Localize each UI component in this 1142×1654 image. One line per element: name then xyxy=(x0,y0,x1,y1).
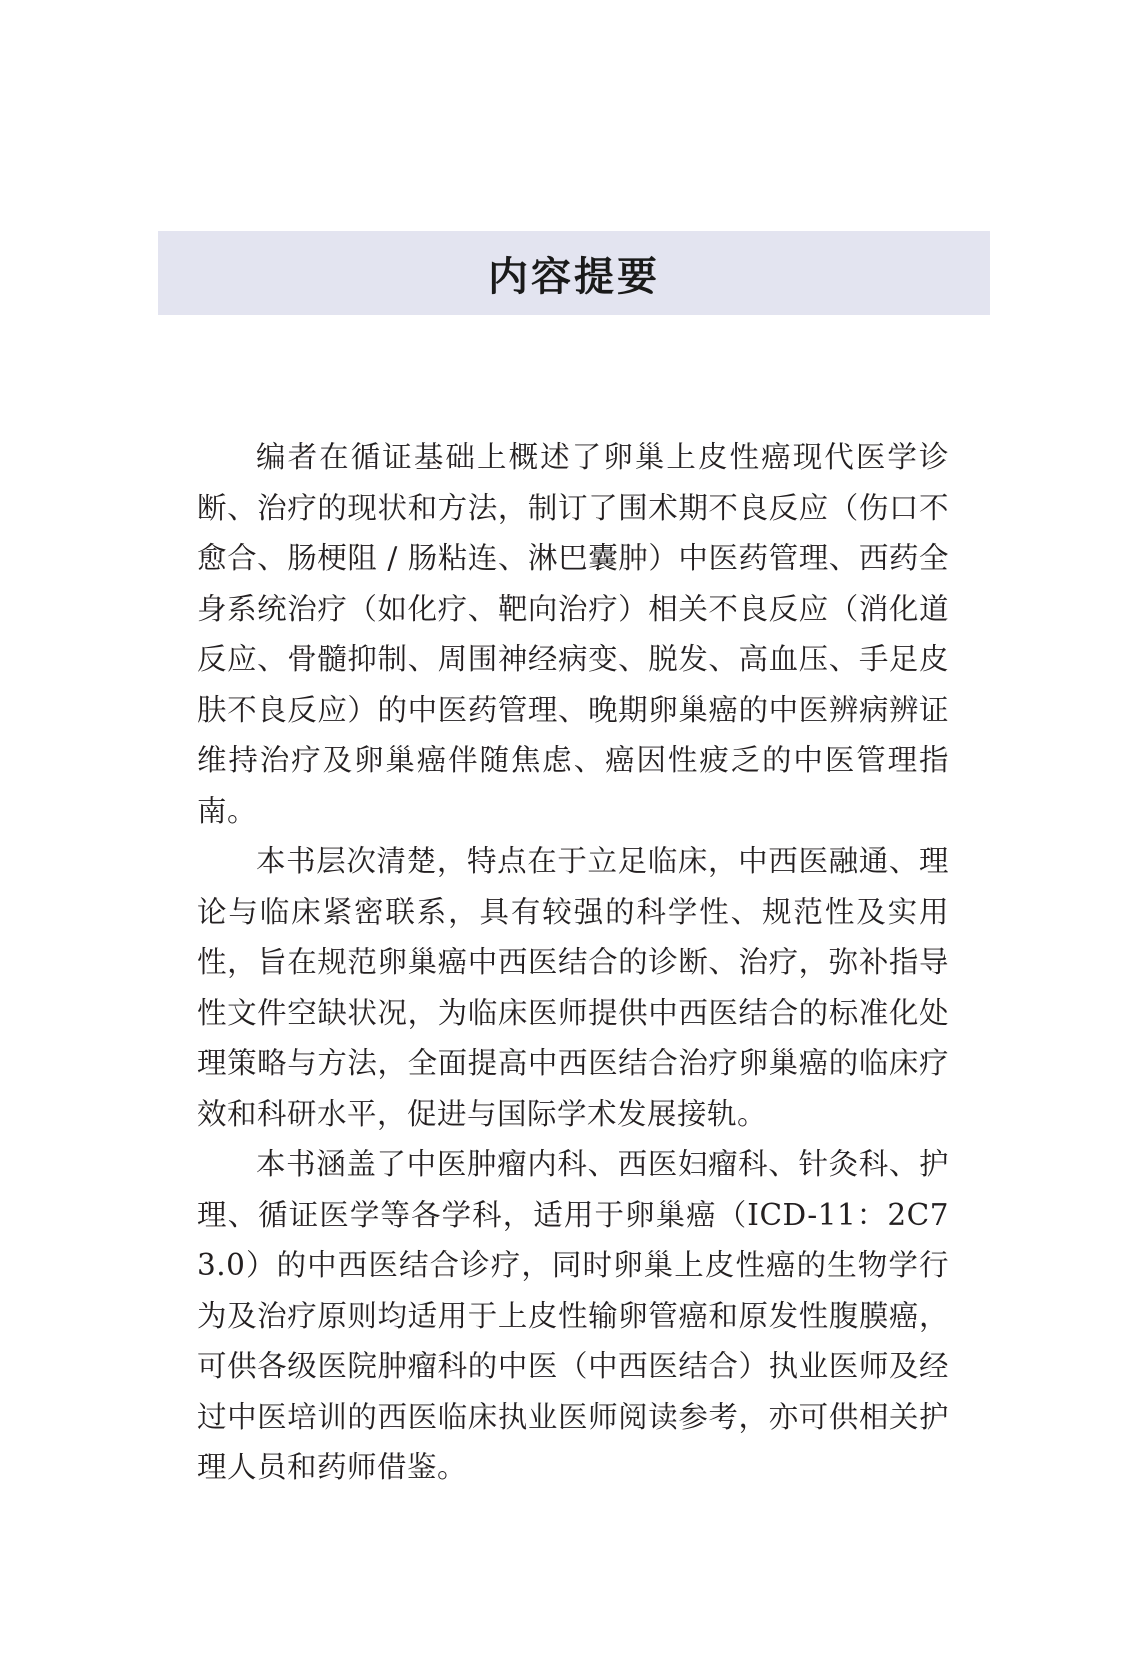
paragraph-2: 本书层次清楚，特点在于立足临床，中西医融通、理论与临床紧密联系，具有较强的科学性、规范性及实用性，旨在规范卵巢癌中西医结合的诊断、治疗，弥补指导性文件空缺状况，为临床医师提供中西医结合的标准化处理策略与方法，全面提高中西医结合治疗卵巢癌的临床疗效和科研水平，促进与国际学术发展接轨。 xyxy=(197,844,949,1131)
page-title: 内容提要 xyxy=(488,253,660,300)
summary-body xyxy=(197,432,949,1493)
paragraph-3: 本书涵盖了中医肿瘤内科、西医妇瘤科、针灸科、护理、循证医学等各学科，适用于卵巢癌（ICD-11：2C73.0）的中西医结合诊疗，同时卵巢上皮性癌的生物学行为及治疗原则均适用于上皮性输卵管癌和原发性腹膜癌，可供各级医院肿瘤科的中医（中西医结合）执业医师及经过中医培训的西医临床执业医师阅读参考，亦可供相关护理人员和药师借鉴。 xyxy=(197,1147,949,1484)
title-band xyxy=(158,231,990,315)
paragraph-1: 编者在循证基础上概述了卵巢上皮性癌现代医学诊断、治疗的现状和方法，制订了围术期不良反应（伤口不愈合、肠梗阻 / 肠粘连、淋巴囊肿）中医药管理、西药全身系统治疗（如化疗、靶向治疗）相关不良反应（消化道反应、骨髓抑制、周围神经病变、脱发、高血压、手足皮肤不良反应）的中医药管理、晚期卵巢癌的中医辨病辨证维持治疗及卵巢癌伴随焦虑、癌因性疲乏的中医管理指南。 xyxy=(197,440,949,828)
